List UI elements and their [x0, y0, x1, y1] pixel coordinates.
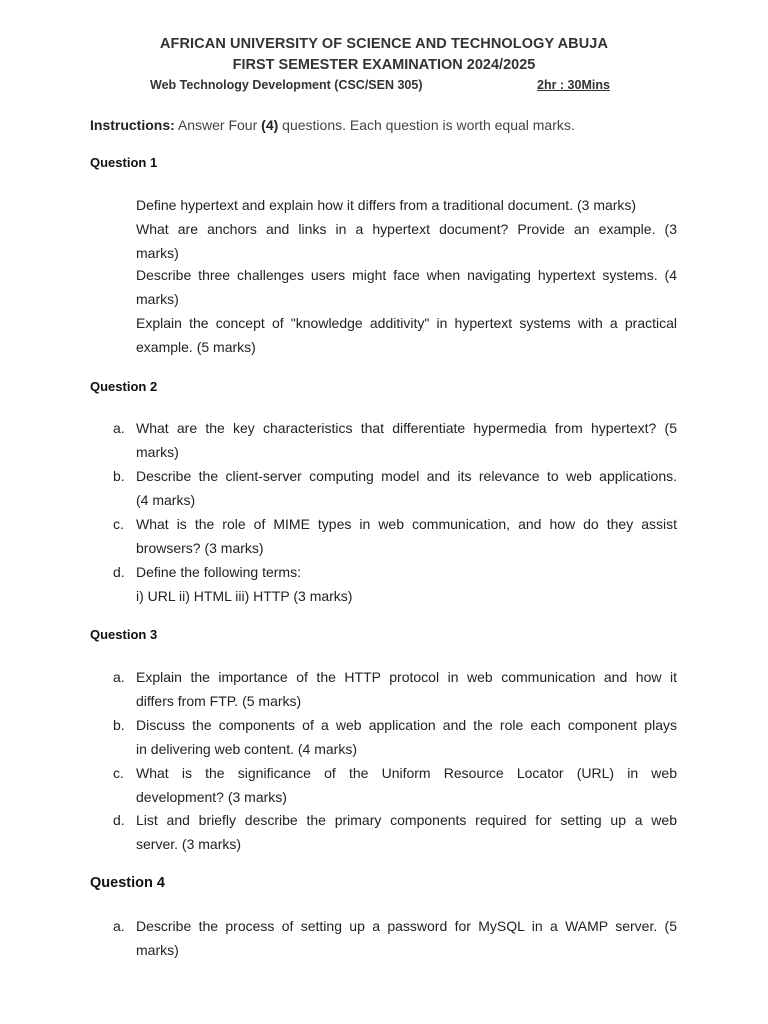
- question-1-title: Question 1: [90, 155, 158, 170]
- university-title: AFRICAN UNIVERSITY OF SCIENCE AND TECHNOLOGY ABUJA: [159, 36, 609, 52]
- q2-item-c-line-1: What is the role of MIME types in web communication, and how do they assist: [136, 516, 677, 532]
- q2-item-a: [136, 416, 677, 464]
- q1-item-3-line-1: Describe three challenges users might face when navigating hypertext systems. (4: [136, 267, 677, 283]
- q3-item-d-line-1: List and briefly describe the primary components required for setting up a web: [136, 812, 677, 828]
- instructions-label: Instructions:: [90, 117, 175, 133]
- q3-item-a-line-1: Explain the importance of the HTTP protocol in web communication and how it: [136, 669, 677, 685]
- course-title: Web Technology Development (CSC/SEN 305): [150, 78, 423, 92]
- q2-item-c: [136, 512, 677, 560]
- instructions-count: (4): [261, 117, 279, 133]
- q4-item-a: [136, 914, 677, 962]
- q1-item-1: [136, 193, 677, 217]
- q1-item-2-line-1: What are anchors and links in a hypertext document? Provide an example. (3: [136, 221, 677, 237]
- question-4-title: Question 4: [90, 875, 165, 891]
- q3-item-c: [136, 761, 677, 809]
- q1-item-1-line-1: Define hypertext and explain how it differs from a traditional document. (3 marks): [136, 197, 637, 213]
- q2-item-d-line-2: i) URL ii) HTML iii) HTTP (3 marks): [136, 588, 353, 604]
- q3-item-d-line-2: server. (3 marks): [136, 836, 242, 852]
- q3-item-c-line-1: What is the significance of the Uniform Resource Locator (URL) in web: [136, 765, 677, 781]
- instructions-text-before: Answer Four: [174, 117, 262, 133]
- question-3-title: Question 3: [90, 627, 158, 642]
- q1-item-4: [136, 311, 677, 359]
- q2-item-b-line-1: Describe the client-server computing model and its relevance to web applications.: [136, 468, 677, 484]
- q3-label-b: b.: [113, 717, 125, 733]
- instructions: [90, 117, 575, 133]
- exam-title: FIRST SEMESTER EXAMINATION 2024/2025: [232, 57, 536, 73]
- q4-item-a-line-2: marks): [136, 942, 179, 958]
- q3-label-c: c.: [113, 765, 124, 781]
- q3-item-c-line-2: development? (3 marks): [136, 789, 287, 805]
- q4-item-a-line-1: Describe the process of setting up a password for MySQL in a WAMP server. (5: [136, 918, 677, 934]
- q2-item-d-line-1: Define the following terms:: [136, 564, 301, 580]
- q2-label-c: c.: [113, 516, 124, 532]
- q4-label-a: a.: [113, 918, 125, 934]
- q1-item-4-line-2: example. (5 marks): [136, 339, 256, 355]
- q2-label-b: b.: [113, 468, 125, 484]
- q2-item-b: [136, 464, 677, 512]
- q1-item-3-line-2: marks): [136, 291, 179, 307]
- q1-item-3: [136, 263, 677, 311]
- q2-item-b-line-2: (4 marks): [136, 492, 196, 508]
- q3-label-d: d.: [113, 812, 125, 828]
- exam-duration: 2hr : 30Mins: [537, 78, 610, 92]
- question-2-title: Question 2: [90, 379, 158, 394]
- q3-item-b: [136, 713, 677, 761]
- q3-item-d: [136, 808, 677, 856]
- q2-item-c-line-2: browsers? (3 marks): [136, 540, 264, 556]
- q3-item-b-line-1: Discuss the components of a web application and the role each component plays: [136, 717, 677, 733]
- q1-item-2: [136, 217, 677, 265]
- q3-item-a-line-2: differs from FTP. (5 marks): [136, 693, 302, 709]
- q3-label-a: a.: [113, 669, 125, 685]
- q2-item-d: [136, 560, 677, 608]
- q1-item-4-line-1: Explain the concept of "knowledge additivity" in hypertext systems with a practical: [136, 315, 677, 331]
- q2-label-a: a.: [113, 420, 125, 436]
- q1-item-2-line-2: marks): [136, 245, 179, 261]
- q3-item-a: [136, 665, 677, 713]
- q3-item-b-line-2: in delivering web content. (4 marks): [136, 741, 357, 757]
- q2-label-d: d.: [113, 564, 125, 580]
- instructions-text-after: questions. Each question is worth equal marks.: [278, 117, 575, 133]
- q2-item-a-line-2: marks): [136, 444, 179, 460]
- q2-item-a-line-1: What are the key characteristics that differentiate hypermedia from hypertext? (5: [136, 420, 677, 436]
